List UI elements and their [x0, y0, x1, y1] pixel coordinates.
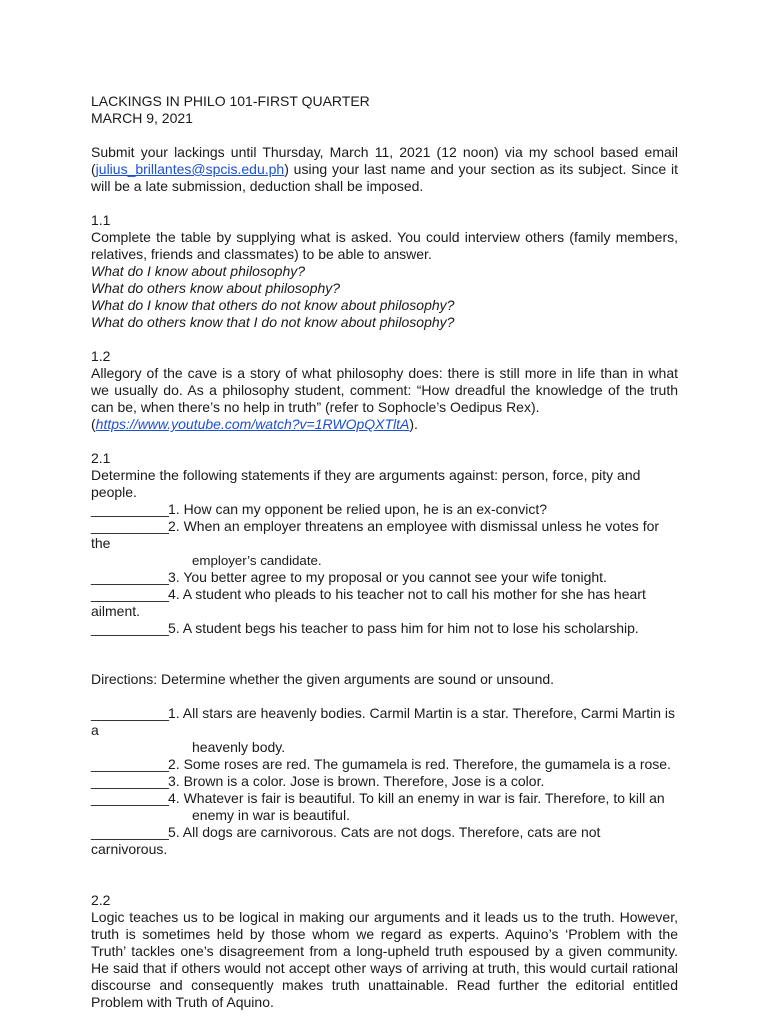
- section-2-1-number: 2.1: [91, 450, 111, 466]
- answer-blank[interactable]: __________: [91, 620, 169, 636]
- question-1: What do I know about philosophy?: [91, 263, 306, 279]
- email-link[interactable]: julius_brillantes@spcis.edu.ph: [95, 161, 285, 177]
- argument-item-continuation: employer’s candidate.: [192, 553, 322, 568]
- argument-item: __________4. A student who pleads to his teacher not to call his mother for she has heart ailment.: [91, 586, 646, 619]
- soundness-item-continuation: heavenly body.: [192, 739, 286, 755]
- question-4: What do others know that I do not know about philosophy?: [91, 314, 455, 330]
- intro-text-a: Submit your lackings until Thursday, March 11, 2021 (12 noon) via my school based email (: [91, 144, 678, 177]
- argument-item: __________5. A student begs his teacher to pass him for him not to lose his scholarship.: [91, 620, 639, 636]
- soundness-item-continuation: enemy in war is beautiful.: [192, 807, 350, 823]
- doc-title: LACKINGS IN PHILO 101-FIRST QUARTER: [91, 93, 370, 109]
- intro-paragraph: [91, 144, 678, 195]
- soundness-item: __________4. Whatever is fair is beautiful. To kill an enemy in war is fair. Therefore, to kill an: [91, 790, 665, 806]
- section-1-1-number: 1.1: [91, 212, 111, 228]
- section-1-1-text: Complete the table by supplying what is asked. You could interview others (family members, relatives, friends and classmates) to be able to answer.: [91, 229, 678, 262]
- section-1-2-link-line: (https://www.youtube.com/watch?v=1RWOpQXTltA).: [91, 416, 418, 432]
- section-1-2-text: Allegory of the cave is a story of what philosophy does: there is still more in life than in what we usually do. As a philosophy student, comment: “How dreadful the knowledge of the truth can be, when there’s no help in truth” (refer to Sophocle’s Oedipus Rex).: [91, 365, 678, 415]
- doc-date: MARCH 9, 2021: [91, 110, 193, 126]
- argument-item: __________3. You better agree to my proposal or you cannot see your wife tonight.: [91, 569, 607, 585]
- answer-blank[interactable]: __________: [91, 773, 169, 789]
- soundness-item: __________1. All stars are heavenly bodies. Carmil Martin is a star. Therefore, Carmi Martin is a: [91, 705, 676, 738]
- directions-text: Directions: Determine whether the given arguments are sound or unsound.: [91, 671, 555, 687]
- argument-item: __________1. How can my opponent be relied upon, he is an ex-convict?: [91, 501, 548, 517]
- soundness-item: __________3. Brown is a color. Jose is brown. Therefore, Jose is a color.: [91, 773, 545, 789]
- section-1-2-number: 1.2: [91, 348, 111, 364]
- answer-blank[interactable]: __________: [91, 790, 169, 806]
- section-2-2-text: Logic teaches us to be logical in making our arguments and it leads us to the truth. However, truth is sometimes held by those whom we regard as experts. Aquino’s ‘Problem with the Truth’ tackles one’s disagreement from a long-upheld truth espoused by a given community. He said that if others would not accept other ways of arriving at truth, this would curtail rational discourse and consequently makes truth unattainable. Read further the editorial entitled Problem with Truth of Aquino.: [91, 909, 678, 1010]
- intro-text-b: ) using your last name and your section as its subject. Since it will be a late submission, deduction shall be imposed.: [91, 161, 678, 194]
- answer-blank[interactable]: __________: [91, 501, 169, 517]
- soundness-item: __________2. Some roses are red. The gumamela is red. Therefore, the gumamela is a rose.: [91, 756, 671, 772]
- question-3: What do I know that others do not know about philosophy?: [91, 297, 455, 313]
- answer-blank[interactable]: __________: [91, 756, 169, 772]
- youtube-link[interactable]: https://www.youtube.com/watch?v=1RWOpQXTltA: [95, 416, 410, 432]
- answer-blank[interactable]: __________: [91, 569, 169, 585]
- answer-blank[interactable]: __________: [91, 586, 169, 602]
- document-body: [91, 93, 678, 1011]
- section-2-2-number: 2.2: [91, 892, 111, 908]
- answer-blank[interactable]: __________: [91, 824, 169, 840]
- answer-blank[interactable]: __________: [91, 518, 169, 534]
- section-2-1-text: Determine the following statements if they are arguments against: person, force, pity and people.: [91, 467, 641, 500]
- question-2: What do others know about philosophy?: [91, 280, 341, 296]
- soundness-item: __________5. All dogs are carnivorous. Cats are not dogs. Therefore, cats are not carnivorous.: [91, 824, 601, 857]
- argument-item: __________2. When an employer threatens an employee with dismissal unless he votes for the: [91, 518, 660, 551]
- answer-blank[interactable]: __________: [91, 705, 169, 721]
